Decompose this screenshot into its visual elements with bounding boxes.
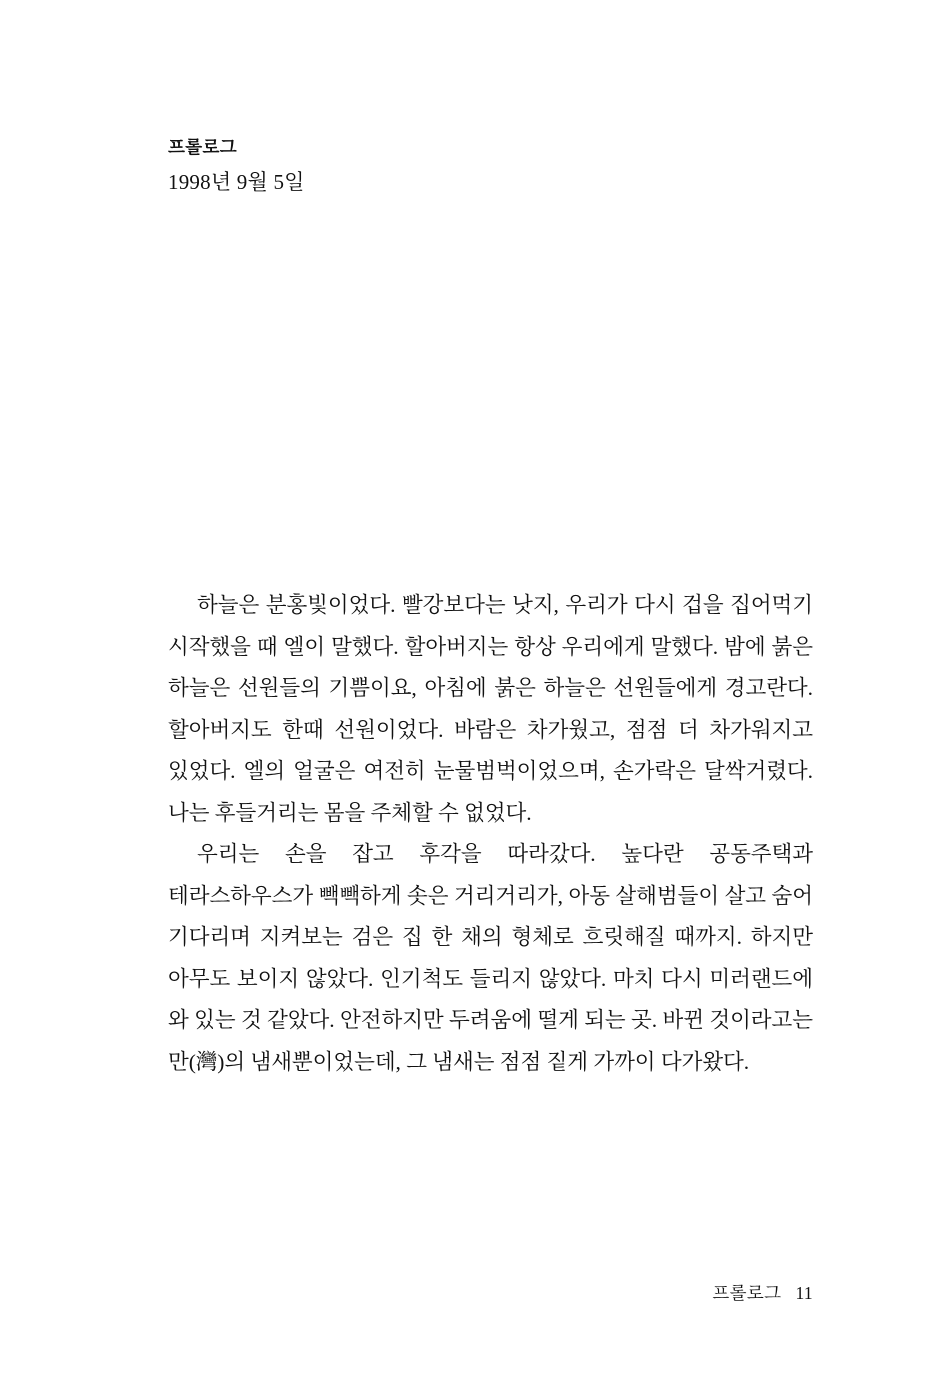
paragraph: 우리는 손을 잡고 후각을 따라갔다. 높다란 공동주택과 테라스하우스가 빽빽하게 솟은 거리거리가, 아동 살해범들이 살고 숨어 기다리며 지켜보는 검은 집 한 채의 형체로 흐릿해질 때까지. 하지만 아무도 보이지 않았다. 인기척도 들리지 않았다. 마치 다시 미러랜드에 와 있는 것 같았다. 안전하지만 두려움에 떨게 되는 곳. 바뀐 것이라고는 만(灣)의 냄새뿐이었는데, 그 냄새는 점점 짙게 가까이 다가왔다. xyxy=(168,842,813,1074)
chapter-date: 1998년 9월 5일 xyxy=(168,170,305,195)
chapter-header xyxy=(168,134,808,198)
body-text xyxy=(168,585,813,1083)
chapter-title: 프롤로그 xyxy=(168,137,238,157)
page-footer xyxy=(168,1280,813,1305)
page-number: 11 xyxy=(795,1283,813,1303)
footer-chapter-label: 프롤로그 xyxy=(712,1283,782,1303)
paragraph: 하늘은 분홍빛이었다. 빨강보다는 낫지, 우리가 다시 겁을 집어먹기 시작했을 때 엘이 말했다. 할아버지는 항상 우리에게 말했다. 밤에 붉은 하늘은 선원들의 기쁨이요, 아침에 붉은 하늘은 선원들에게 경고란다. 할아버지도 한때 선원이었다. 바람은 차가웠고, 점점 더 차가워지고 있었다. 엘의 얼굴은 여전히 눈물범벅이었으며, 손가락은 달싹거렸다. 나는 후들거리는 몸을 주체할 수 없었다. xyxy=(168,593,813,825)
